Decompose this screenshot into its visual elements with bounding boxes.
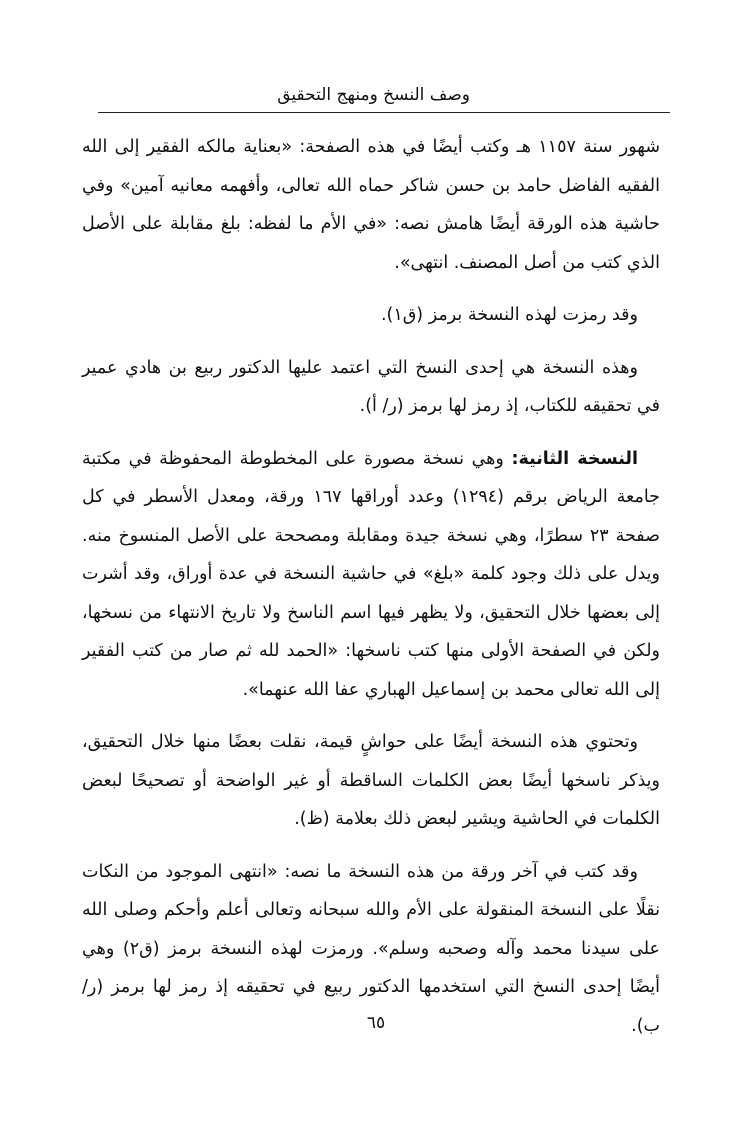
paragraph-rabi-edition: وهذه النسخة هي إحدى النسخ التي اعتمد عليها الدكتور ربيع بن هادي عمير في تحقيقه للكتاب، إذ رمز لها برمز (ر/ أ).: [82, 357, 660, 416]
page-number: ٦٥: [366, 1013, 386, 1033]
paragraph-symbol-q1: وقد رمزت لهذه النسخة برمز (ق١).: [380, 305, 638, 325]
paragraph-colophon: وقد كتب في آخر ورقة من هذه النسخة ما نصه: «انتهى الموجود من النكات نقلًا على النسخة المنقولة على الأم والله سبحانه وتعالى أعلم وأحكم وصلى الله على سيدنا محمد وآله وصحبه وسلم». ورمزت لهذه النسخة برمز (ق٢) وهي أيضًا إحدى النسخ التي استخدمها الدكتور ربيع في تحقيقه إذ رمز لها برمز (ر/ ب).: [82, 861, 660, 1036]
body-text: [82, 128, 660, 1045]
paragraph-marginal-notes: وتحتوي هذه النسخة أيضًا على حواشٍ قيمة، نقلت بعضًا منها خلال التحقيق، ويذكر ناسخها أيضًا بعض الكلمات الساقطة أو غير الواضحة أو تصحيحًا لبعض الكلمات في الحاشية ويشير لبعض ذلك بعلامة (ظ).: [82, 732, 660, 829]
paragraph-continued: شهور سنة ١١٥٧ هـ وكتب أيضًا في هذه الصفحة: «بعناية مالكه الفقير إلى الله الفقيه الفاضل حامد بن حسن شاكر حماه الله تعالى، وأفهمه معانيه آمين» وفي حاشية هذه الورقة أيضًا هامش نصه: «في الأم ما لفظه: بلغ مقابلة على الأصل الذي كتب من أصل المصنف. انتهى».: [82, 137, 660, 273]
header-rule: [98, 112, 670, 113]
paragraph-second-copy: [82, 440, 660, 710]
running-head: وصف النسخ ومنهج التحقيق: [277, 85, 470, 105]
second-copy-text: وهي نسخة مصورة على المخطوطة المحفوظة في مكتبة جامعة الرياض برقم (١٢٩٤) وعدد أوراقها ١٦٧ ورقة، ومعدل الأسطر في كل صفحة ٢٣ سطرًا، وهي نسخة جيدة ومقابلة ومصححة على الأصل المنسوخ منه. ويدل على ذلك وجود كلمة «بلغ» في حاشية النسخة في عدة أوراق، وقد أشرت إلى بعضها خلال التحقيق، ولا يظهر فيها اسم الناسخ ولا تاريخ الانتهاء من نسخها، ولكن في الصفحة الأولى منها كتب ناسخها: «الحمد لله ثم صار من كتب الفقير إلى الله تعالى محمد بن إسماعيل الهباري عفا الله عنهما».: [82, 448, 660, 700]
second-copy-heading: النسخة الثانية:: [511, 448, 638, 469]
